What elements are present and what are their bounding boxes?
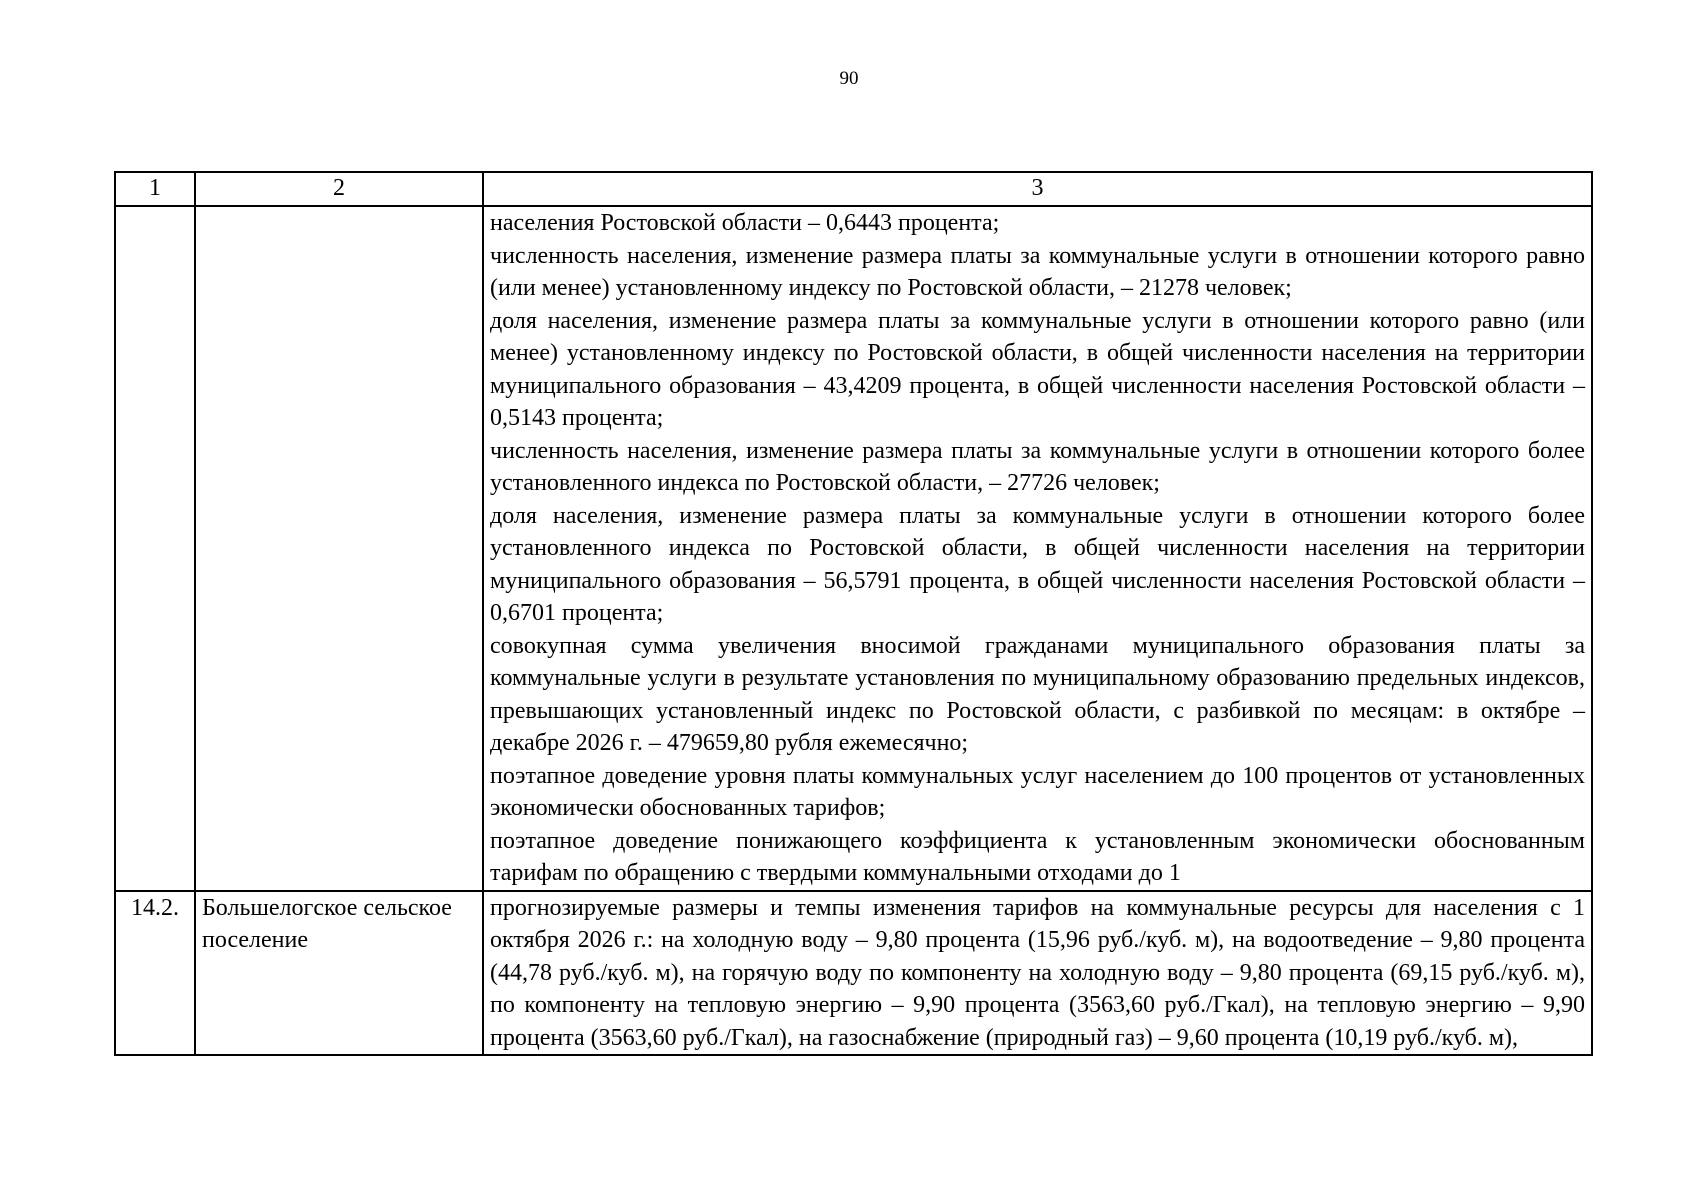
document-table bbox=[114, 171, 1593, 1056]
row-number bbox=[115, 206, 195, 891]
settlement-name bbox=[195, 206, 483, 891]
paragraph: численность населения, изменение размера платы за коммунальные услуги в отношении которого более установленного индекса по Ростовской области, – 27726 человек; bbox=[490, 437, 1585, 496]
row-description bbox=[483, 891, 1592, 1056]
paragraph: поэтапное доведение понижающего коэффициента к установленным экономически обоснованным тарифам по обращению с твердыми коммунальными отходами до 1 bbox=[490, 827, 1585, 886]
column-header-3: 3 bbox=[483, 172, 1592, 206]
paragraph: прогнозируемые размеры и темпы изменения тарифов на коммунальные ресурсы для населения с 1 октября 2026 г.: на холодную воду – 9,80 процента (15,96 руб./куб. м), на водоотведение – 9,80 процента (44,78 руб./куб. м), на горячую воду по компоненту на холодную воду – 9,80 процента (69,15 руб./куб. м), по компоненту на тепловую энергию – 9,90 процента (3563,60 руб./Гкал), на тепловую энергию – 9,90 процента (3563,60 руб./Гкал), на газоснабжение (природный газ) – 9,60 процента (10,19 руб./куб. м), bbox=[490, 894, 1585, 1051]
column-header-1: 1 bbox=[115, 172, 195, 206]
settlement-name: Большелогское сельское поселение bbox=[195, 891, 483, 1056]
paragraph: поэтапное доведение уровня платы коммунальных услуг населением до 100 процентов от установленных экономически обоснованных тарифов; bbox=[490, 762, 1585, 821]
paragraph: населения Ростовской области – 0,6443 процента; bbox=[490, 210, 1000, 236]
paragraph: доля населения, изменение размера платы за коммунальные услуги в отношении которого равно (или менее) установленному индексу по Ростовской области, в общей численности населения на территории муниципального образования – 43,4209 процента, в общей численности населения Ростовской области – 0,5143 процента; bbox=[490, 307, 1585, 431]
table-header-row bbox=[115, 172, 1592, 206]
table-row bbox=[115, 891, 1592, 1056]
column-header-2: 2 bbox=[195, 172, 483, 206]
paragraph: доля населения, изменение размера платы за коммунальные услуги в отношении которого более установленного индекса по Ростовской области, в общей численности населения на территории муниципального образования – 56,5791 процента, в общей численности населения Ростовской области – 0,6701 процента; bbox=[490, 502, 1585, 626]
paragraph: численность населения, изменение размера платы за коммунальные услуги в отношении которого равно (или менее) установленному индексу по Ростовской области, – 21278 человек; bbox=[490, 242, 1585, 301]
page-number: 90 bbox=[839, 68, 859, 89]
paragraph: совокупная сумма увеличения вносимой гражданами муниципального образования платы за коммунальные услуги в результате установления по муниципальному образованию предельных индексов, превышающих установленный индекс по Ростовской области, с разбивкой по месяцам: в октябре – декабре 2026 г. – 479659,80 рубля ежемесячно; bbox=[490, 632, 1585, 756]
row-number: 14.2. bbox=[115, 891, 195, 1056]
table-row bbox=[115, 206, 1592, 891]
row-description bbox=[483, 206, 1592, 891]
